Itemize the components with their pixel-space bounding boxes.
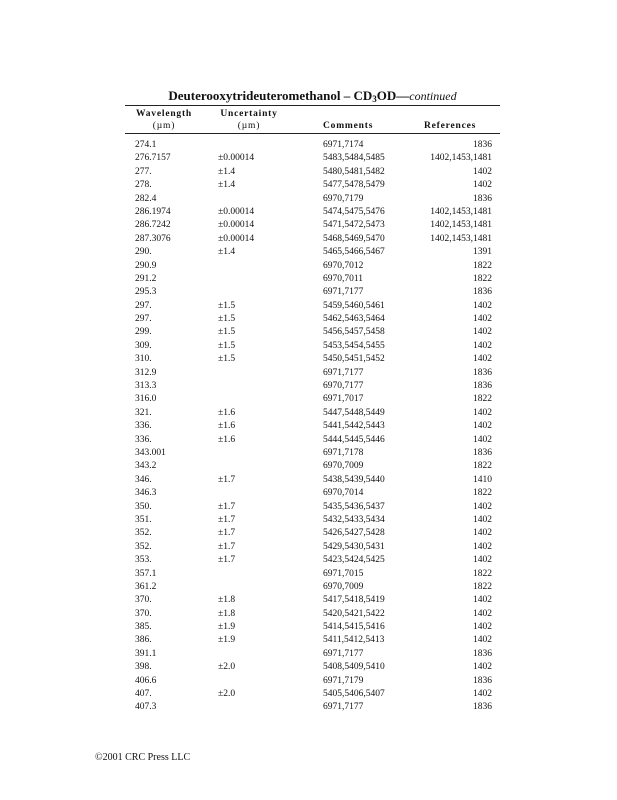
cell-references: 1402,1453,1481: [430, 233, 492, 244]
table-row: [0, 194, 617, 207]
cell-wavelength: 282.4: [135, 193, 157, 204]
cell-wavelength: 290.: [135, 247, 152, 258]
cell-uncertainty: ±0.00014: [218, 220, 255, 231]
cell-comments: 5429,5430,5431: [323, 541, 385, 552]
cell-uncertainty: ±1.7: [218, 514, 236, 525]
cell-comments: 6970,7009: [323, 581, 364, 592]
cell-references: 1402: [473, 541, 492, 552]
cell-uncertainty: ±0.00014: [218, 206, 255, 217]
cell-uncertainty: ±1.5: [218, 340, 236, 351]
cell-references: 1402: [473, 555, 492, 566]
cell-wavelength: 370.: [135, 595, 152, 606]
header-comments: Comments: [323, 121, 374, 131]
cell-comments: 6971,7177: [323, 367, 364, 378]
cell-uncertainty: ±1.6: [218, 434, 236, 445]
cell-references: 1402: [473, 501, 492, 512]
cell-comments: 6970,7009: [323, 461, 364, 472]
table-row: [0, 435, 617, 448]
table-row: [0, 421, 617, 434]
cell-wavelength: 295.3: [135, 287, 157, 298]
cell-wavelength: 406.6: [135, 675, 157, 686]
cell-uncertainty: ±1.4: [218, 247, 236, 258]
cell-comments: 6971,7017: [323, 394, 364, 405]
cell-references: 1822: [473, 568, 492, 579]
table-row: [0, 341, 617, 354]
cell-wavelength: 286.7242: [135, 220, 171, 231]
cell-uncertainty: ±0.00014: [218, 233, 255, 244]
cell-wavelength: 287.3076: [135, 233, 171, 244]
cell-references: 1402: [473, 180, 492, 191]
title-text: Deuterooxytrideuteromethanol – CD: [168, 88, 373, 103]
cell-uncertainty: ±1.8: [218, 608, 236, 619]
cell-wavelength: 336.: [135, 421, 152, 432]
cell-references: 1836: [473, 675, 492, 686]
cell-uncertainty: ±1.9: [218, 622, 236, 633]
cell-references: 1836: [473, 381, 492, 392]
table-row: [0, 662, 617, 675]
cell-references: 1402: [473, 327, 492, 338]
cell-wavelength: 346.: [135, 474, 152, 485]
cell-comments: 6971,7177: [323, 702, 364, 713]
cell-references: 1402: [473, 608, 492, 619]
cell-uncertainty: ±1.5: [218, 354, 236, 365]
copyright-footer: ©2001 CRC Press LLC: [95, 752, 191, 763]
header-wavelength-label: Wavelength: [135, 109, 193, 119]
header-uncertainty-unit: (µm): [237, 121, 261, 131]
cell-references: 1402: [473, 407, 492, 418]
table-row: [0, 635, 617, 648]
cell-references: 1402,1453,1481: [430, 220, 492, 231]
table-row: [0, 488, 617, 501]
cell-uncertainty: ±1.7: [218, 474, 236, 485]
cell-uncertainty: ±1.6: [218, 421, 236, 432]
header-rule: [125, 133, 500, 134]
cell-uncertainty: ±1.7: [218, 541, 236, 552]
cell-wavelength: 277.: [135, 166, 152, 177]
cell-wavelength: 343.001: [135, 447, 166, 458]
cell-wavelength: 297.: [135, 300, 152, 311]
cell-comments: 5477,5478,5479: [323, 180, 385, 191]
table-row: [0, 528, 617, 541]
cell-wavelength: 398.: [135, 662, 152, 673]
cell-references: 1822: [473, 273, 492, 284]
cell-references: 1402: [473, 662, 492, 673]
cell-wavelength: 286.1974: [135, 206, 171, 217]
table-row: [0, 327, 617, 340]
table-row: [0, 140, 617, 153]
cell-wavelength: 351.: [135, 514, 152, 525]
cell-comments: 5459,5460,5461: [323, 300, 385, 311]
cell-comments: 6970,7177: [323, 381, 364, 392]
cell-wavelength: 312.9: [135, 367, 157, 378]
cell-comments: 5474,5475,5476: [323, 206, 385, 217]
cell-wavelength: 350.: [135, 501, 152, 512]
header-wavelength: [128, 109, 200, 131]
cell-references: 1822: [473, 488, 492, 499]
table-row: [0, 314, 617, 327]
cell-references: 1402: [473, 528, 492, 539]
cell-references: 1402: [473, 622, 492, 633]
cell-uncertainty: ±1.5: [218, 314, 236, 325]
cell-uncertainty: ±1.7: [218, 528, 236, 539]
cell-wavelength: 297.: [135, 314, 152, 325]
cell-wavelength: 278.: [135, 180, 152, 191]
cell-references: 1402: [473, 689, 492, 700]
cell-uncertainty: ±1.7: [218, 555, 236, 566]
cell-references: 1391: [473, 247, 492, 258]
cell-comments: 6971,7177: [323, 648, 364, 659]
table-row: [0, 569, 617, 582]
cell-references: 1836: [473, 702, 492, 713]
cell-references: 1402: [473, 514, 492, 525]
cell-comments: 5417,5418,5419: [323, 595, 385, 606]
cell-comments: 5462,5463,5464: [323, 314, 385, 325]
table-row: [0, 261, 617, 274]
cell-references: 1836: [473, 648, 492, 659]
cell-uncertainty: ±1.8: [218, 595, 236, 606]
table-row: [0, 408, 617, 421]
cell-wavelength: 290.9: [135, 260, 157, 271]
cell-comments: 5405,5406,5407: [323, 689, 385, 700]
cell-comments: 6971,7179: [323, 675, 364, 686]
cell-comments: 5408,5409,5410: [323, 662, 385, 673]
cell-comments: 5453,5454,5455: [323, 340, 385, 351]
cell-references: 1402,1453,1481: [430, 206, 492, 217]
cell-references: 1402: [473, 421, 492, 432]
table-row: [0, 167, 617, 180]
table-row: [0, 153, 617, 166]
table-row: [0, 595, 617, 608]
cell-references: 1402: [473, 595, 492, 606]
cell-comments: 5480,5481,5482: [323, 166, 385, 177]
cell-comments: 5438,5439,5440: [323, 474, 385, 485]
cell-comments: 6971,7178: [323, 447, 364, 458]
cell-comments: 5414,5415,5416: [323, 622, 385, 633]
cell-uncertainty: ±0.00014: [218, 153, 255, 164]
cell-references: 1402: [473, 635, 492, 646]
cell-references: 1836: [473, 140, 492, 150]
table-row: [0, 622, 617, 635]
cell-uncertainty: ±1.5: [218, 327, 236, 338]
table-row: [0, 354, 617, 367]
table-body: [0, 140, 617, 716]
cell-wavelength: 274.1: [135, 140, 157, 150]
cell-wavelength: 352.: [135, 528, 152, 539]
cell-uncertainty: ±1.6: [218, 407, 236, 418]
cell-comments: 6970,7014: [323, 488, 364, 499]
header-uncertainty-label: Uncertainty: [220, 109, 278, 119]
cell-wavelength: 352.: [135, 541, 152, 552]
cell-comments: 5411,5412,5413: [323, 635, 385, 646]
table-row: [0, 368, 617, 381]
table-row: [0, 475, 617, 488]
cell-comments: 5483,5484,5485: [323, 153, 385, 164]
cell-comments: 5450,5451,5452: [323, 354, 385, 365]
table-row: [0, 609, 617, 622]
table-row: [0, 220, 617, 233]
cell-wavelength: 361.2: [135, 581, 157, 592]
header-wavelength-unit: (µm): [152, 121, 176, 131]
cell-wavelength: 407.: [135, 689, 152, 700]
table-row: [0, 394, 617, 407]
table-row: [0, 274, 617, 287]
table-row: [0, 502, 617, 515]
table-row: [0, 381, 617, 394]
cell-wavelength: 313.3: [135, 381, 157, 392]
cell-comments: 5435,5436,5437: [323, 501, 385, 512]
cell-wavelength: 276.7157: [135, 153, 171, 164]
cell-wavelength: 321.: [135, 407, 152, 418]
cell-wavelength: 407.3: [135, 702, 157, 713]
cell-comments: 6970,7012: [323, 260, 364, 271]
table-row: [0, 702, 617, 715]
header-uncertainty: [212, 109, 286, 131]
table-row: [0, 515, 617, 528]
cell-comments: 5423,5424,5425: [323, 555, 385, 566]
cell-references: 1402: [473, 340, 492, 351]
table-row: [0, 234, 617, 247]
cell-wavelength: 353.: [135, 555, 152, 566]
table-row: [0, 689, 617, 702]
table-row: [0, 649, 617, 662]
table-row: [0, 542, 617, 555]
cell-wavelength: 370.: [135, 608, 152, 619]
cell-uncertainty: ±2.0: [218, 662, 236, 673]
cell-comments: 5471,5472,5473: [323, 220, 385, 231]
cell-uncertainty: ±1.4: [218, 180, 236, 191]
cell-references: 1402: [473, 434, 492, 445]
table-row: [0, 676, 617, 689]
title-text-after: OD—: [376, 88, 410, 103]
title-continued: continued: [409, 89, 457, 103]
cell-comments: 5456,5457,5458: [323, 327, 385, 338]
cell-wavelength: 385.: [135, 622, 152, 633]
cell-references: 1402: [473, 354, 492, 365]
cell-uncertainty: ±1.9: [218, 635, 236, 646]
cell-comments: 6970,7011: [323, 273, 364, 284]
table-row: [0, 180, 617, 193]
cell-comments: 5432,5433,5434: [323, 514, 385, 525]
cell-comments: 6971,7177: [323, 287, 364, 298]
cell-uncertainty: ±1.7: [218, 501, 236, 512]
title-subscript: 3: [372, 94, 377, 104]
cell-references: 1822: [473, 461, 492, 472]
cell-wavelength: 343.2: [135, 461, 157, 472]
cell-references: 1822: [473, 581, 492, 592]
cell-wavelength: 309.: [135, 340, 152, 351]
cell-references: 1402,1453,1481: [430, 153, 492, 164]
cell-uncertainty: ±1.5: [218, 300, 236, 311]
table-row: [0, 555, 617, 568]
table-row: [0, 461, 617, 474]
title-rule: [125, 105, 500, 106]
cell-comments: 5447,5448,5449: [323, 407, 385, 418]
cell-wavelength: 316.0: [135, 394, 157, 405]
cell-comments: 5420,5421,5422: [323, 608, 385, 619]
table-row: [0, 582, 617, 595]
cell-references: 1410: [473, 474, 492, 485]
cell-references: 1822: [473, 260, 492, 271]
cell-wavelength: 386.: [135, 635, 152, 646]
table-row: [0, 207, 617, 220]
cell-references: 1402: [473, 166, 492, 177]
cell-references: 1822: [473, 394, 492, 405]
cell-references: 1402: [473, 300, 492, 311]
cell-wavelength: 391.1: [135, 648, 157, 659]
cell-comments: 6970,7179: [323, 193, 364, 204]
cell-comments: 5441,5442,5443: [323, 421, 385, 432]
table-row: [0, 301, 617, 314]
cell-wavelength: 291.2: [135, 273, 157, 284]
table-row: [0, 247, 617, 260]
cell-wavelength: 357.1: [135, 568, 157, 579]
cell-references: 1402: [473, 314, 492, 325]
cell-wavelength: 346.3: [135, 488, 157, 499]
table-row: [0, 448, 617, 461]
cell-references: 1836: [473, 193, 492, 204]
cell-uncertainty: ±2.0: [218, 689, 236, 700]
cell-comments: 6971,7015: [323, 568, 364, 579]
cell-references: 1836: [473, 367, 492, 378]
cell-uncertainty: ±1.4: [218, 166, 236, 177]
table-row: [0, 287, 617, 300]
header-references: References: [424, 121, 477, 131]
table-title: [125, 88, 500, 104]
cell-comments: 6971,7174: [323, 140, 364, 150]
cell-comments: 5465,5466,5467: [323, 247, 385, 258]
cell-references: 1836: [473, 447, 492, 458]
cell-comments: 5426,5427,5428: [323, 528, 385, 539]
cell-references: 1836: [473, 287, 492, 298]
cell-comments: 5468,5469,5470: [323, 233, 385, 244]
cell-wavelength: 299.: [135, 327, 152, 338]
cell-wavelength: 336.: [135, 434, 152, 445]
cell-wavelength: 310.: [135, 354, 152, 365]
cell-comments: 5444,5445,5446: [323, 434, 385, 445]
